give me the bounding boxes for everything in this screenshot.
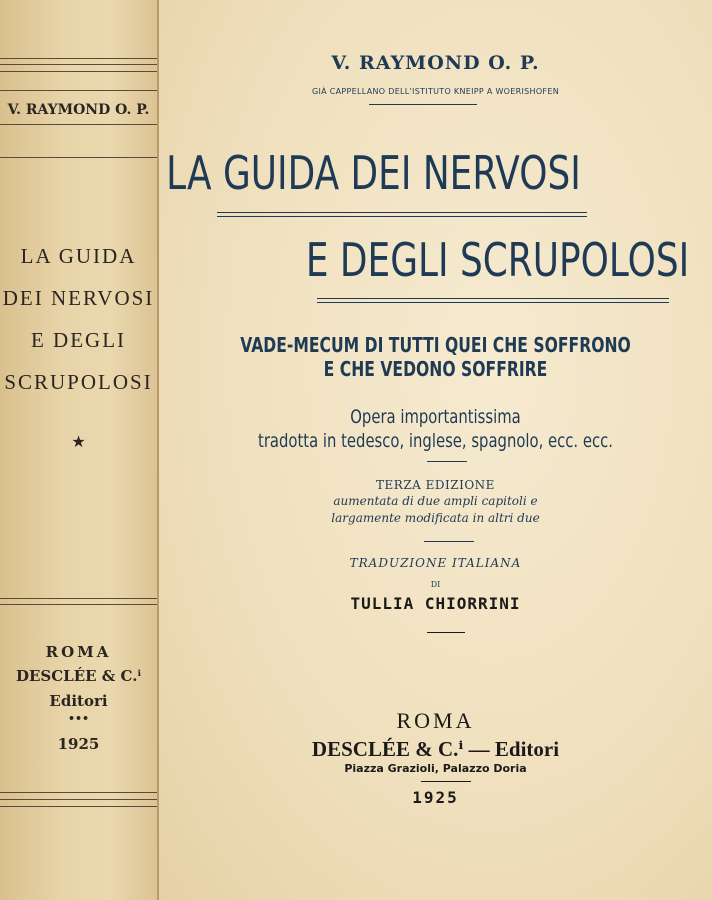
cover-translation: TRADUZIONE ITALIANA	[349, 556, 522, 570]
divider	[369, 104, 477, 105]
spine-editori: Editori	[49, 692, 108, 710]
divider	[427, 632, 465, 633]
spine-rule	[0, 792, 157, 793]
spine-title-line: LA GUIDA	[20, 244, 137, 268]
spine-rule	[0, 64, 157, 65]
cover-subtitle-line2: E CHE VEDONO SOFFRIRE	[323, 357, 548, 381]
cover-title-line2: E DEGLI SCRUPOLOSI	[305, 233, 690, 287]
spine-rule	[0, 90, 157, 91]
cover-edition-note2: largamente modificata in altri due	[331, 511, 540, 525]
cover-title-line1: LA GUIDA DEI NERVOSI	[166, 146, 581, 200]
spine-rule	[0, 604, 157, 605]
spine-rule	[0, 598, 157, 599]
spine-year: 1925	[57, 735, 100, 753]
spine-title-line: E DEGLI	[30, 328, 127, 352]
spine-author: V. RAYMOND O. P.	[7, 102, 150, 118]
spine-city: ROMA	[45, 643, 112, 661]
star-icon: ★	[71, 432, 86, 451]
spine-rule	[0, 71, 157, 72]
cover-edition-note1: aumentata di due ampli capitoli e	[333, 494, 538, 508]
title-underline	[317, 298, 669, 303]
divider	[424, 541, 474, 542]
cover-city: ROMA	[396, 708, 475, 733]
spine-title-line: SCRUPOLOSI	[4, 370, 153, 394]
book-spine	[0, 0, 159, 900]
divider	[421, 781, 471, 782]
cover-author: V. RAYMOND O. P.	[331, 52, 540, 74]
cover-work-line2: tradotta in tedesco, inglese, spagnolo, ecc. ecc.	[258, 430, 613, 452]
cover-work-line1: Opera importantissima	[350, 406, 521, 428]
cover-translator: TULLIA CHIORRINI	[350, 594, 521, 613]
spine-rule	[0, 157, 157, 158]
cover-di: DI	[430, 580, 441, 589]
divider	[427, 461, 467, 462]
spine-rule	[0, 58, 157, 59]
cover-subtitle-line1: VADE-MECUM DI TUTTI QUEI CHE SOFFRONO	[240, 333, 631, 357]
title-underline	[217, 212, 587, 217]
front-cover	[159, 0, 712, 900]
cover-author-note: GIÀ CAPPELLANO DELL'ISTITUTO KNEIPP A WOERISHOFEN	[312, 87, 559, 96]
cover-edition: TERZA EDIZIONE	[376, 478, 495, 492]
spine-dots: •••	[67, 712, 90, 725]
spine-rule	[0, 806, 157, 807]
spine-rule	[0, 124, 157, 125]
cover-address: Piazza Grazioli, Palazzo Doria	[344, 762, 527, 775]
cover-publisher: DESCLÉE & C.ⁱ — Editori	[311, 737, 560, 761]
spine-publisher: DESCLÉE & C.ⁱ	[15, 667, 142, 685]
cover-year: 1925	[412, 788, 459, 807]
spine-rule	[0, 799, 157, 800]
spine-title-line: DEI NERVOSI	[2, 286, 155, 310]
